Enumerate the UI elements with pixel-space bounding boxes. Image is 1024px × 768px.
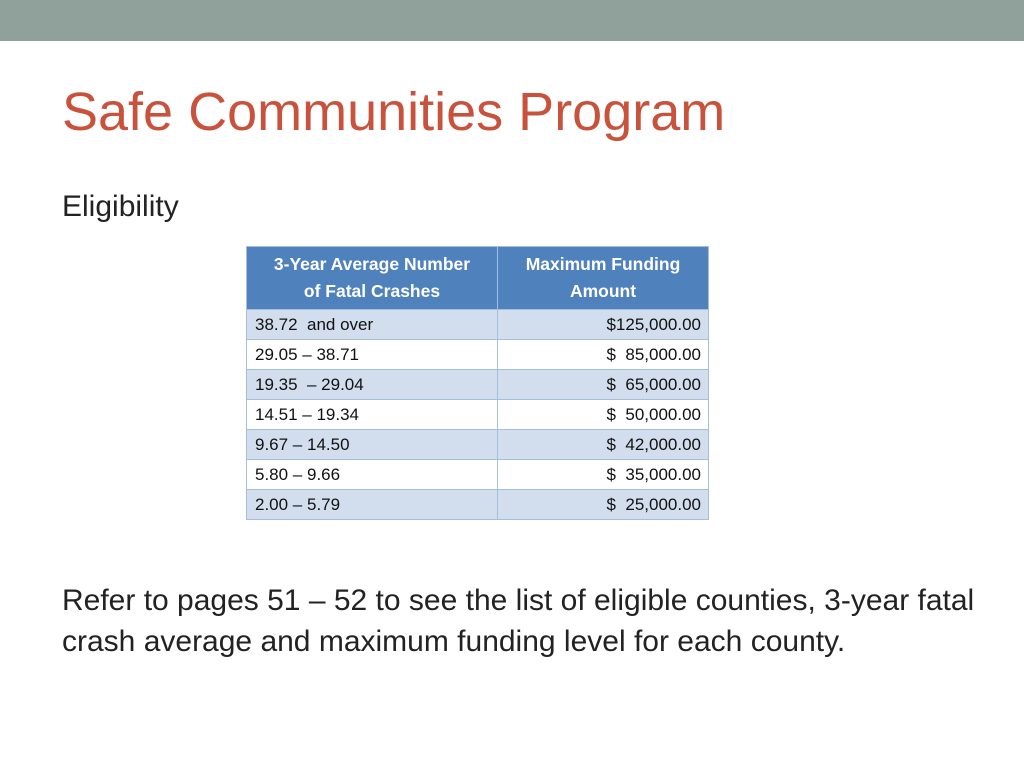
table-row	[247, 460, 709, 490]
table-header-row	[247, 247, 709, 310]
amount-cell: $ 35,000.00	[498, 460, 709, 490]
eligibility-table	[246, 246, 709, 520]
amount-cell: $ 50,000.00	[498, 400, 709, 430]
table-row	[247, 340, 709, 370]
range-cell: 14.51 – 19.34	[247, 400, 498, 430]
reference-note: Refer to pages 51 – 52 to see the list of eligible counties, 3-year fatal crash average and maximum funding level for each county.	[62, 584, 975, 658]
amount-cell: $125,000.00	[498, 310, 709, 340]
range-cell: 9.67 – 14.50	[247, 430, 498, 460]
eligibility-table-container	[246, 246, 709, 520]
range-cell: 19.35 – 29.04	[247, 370, 498, 400]
range-cell: 38.72 and over	[247, 310, 498, 340]
amount-cell: $ 42,000.00	[498, 430, 709, 460]
table-row	[247, 370, 709, 400]
header-fatal-crashes-line1: 3-Year Average Number	[273, 254, 471, 274]
header-fatal-crashes	[247, 247, 498, 310]
header-fatal-crashes-line2: of Fatal Crashes	[303, 281, 441, 301]
header-max-funding-line1: Maximum Funding	[525, 254, 681, 274]
header-max-funding	[498, 247, 709, 310]
table-row	[247, 490, 709, 520]
table-row	[247, 430, 709, 460]
table-row	[247, 310, 709, 340]
page-title: Safe Communities Program	[62, 82, 726, 142]
amount-cell: $ 65,000.00	[498, 370, 709, 400]
amount-cell: $ 85,000.00	[498, 340, 709, 370]
header-max-funding-line2: Amount	[569, 281, 637, 301]
table-row	[247, 400, 709, 430]
top-bar	[0, 0, 1024, 41]
amount-cell: $ 25,000.00	[498, 490, 709, 520]
range-cell: 5.80 – 9.66	[247, 460, 498, 490]
section-heading: Eligibility	[62, 190, 179, 223]
range-cell: 2.00 – 5.79	[247, 490, 498, 520]
range-cell: 29.05 – 38.71	[247, 340, 498, 370]
